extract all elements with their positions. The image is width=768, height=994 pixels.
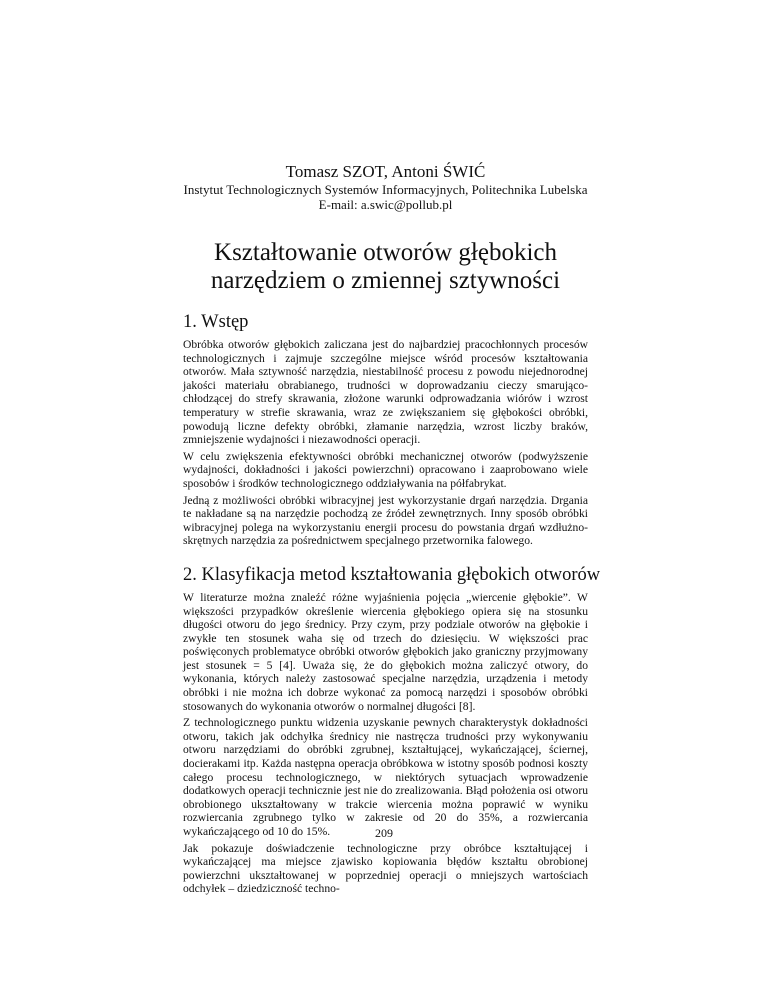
author-affiliation: Instytut Technologicznych Systemów Informacyjnych, Politechnika Lubelska: [183, 182, 588, 197]
classification-paragraph: Z technologicznego punktu widzenia uzyskanie pewnych charakterystyk dokładności otworu, takich jak odchyłka średnicy nie nastręcza trudności przy wykonywaniu otworu narzędziami do obróbki zgrubnej, kształtującej, wykańczającej, ściernej, docierakami itp. Każda następna operacja obróbkowa w istotny sposób podnosi koszty całego procesu technologicznego, w niektórych sytuacjach wprowadzenie dodatkowych operacji technicznie jest nie do zrealizowania. Błąd położenia osi otworu obrobionego ukształtowany w trakcie wiercenia można poprawić w wyniku rozwiercania zgrubnego tylko w zakresie od 20 do 35%, a rozwiercania wykańczającego od 10 do 15%.: [183, 716, 588, 838]
page-number: 209: [375, 826, 393, 840]
section-heading-classification: 2. Klasyfikacja metod kształtowania głębokich otworów: [183, 564, 601, 585]
author-names: Tomasz SZOT, Antoni ŚWIĆ: [285, 162, 486, 181]
section-heading-introduction: 1. Wstęp: [183, 312, 249, 332]
title-line-1: Kształtowanie otworów głębokich: [214, 239, 557, 266]
intro-paragraph: Jedną z możliwości obróbki wibracyjnej jest wykorzystanie drgań narzędzia. Drgania te nakładane są na narzędzie pochodzą ze źródeł zewnętrznych. Inny sposób obróbki wibracyjnej polega na wykorzystaniu energii procesu do powstania drgań wzdłużno-skrętnych narzędzia za pośrednictwem specjalnego przetwornika falowego.: [183, 493, 588, 548]
author-email: E-mail: a.swic@pollub.pl: [318, 197, 453, 212]
article-title: [183, 239, 588, 295]
classification-paragraph: W literaturze można znaleźć różne wyjaśnienia pojęcia „wiercenie głębokie”. W większości przypadków określenie wiercenia głębokiego opiera się na stosunku długości otworu do jego średnicy. Przy czym, przy podziale otworów na głębokie i zwykłe ten stosunek waha się od trzech do dziesięciu. W większości prac poświęconych problematyce obróbki otworów głębokich jako graniczny przyjmowany jest stosunek = 5 [4]. Uważa się, że do głębokich można zaliczyć otwory, do wykonania, których należy zastosować specjalne narzędzia, urządzenia i metody obróbki i nie można ich dobrze wykonać za pomocą narzędzi i sposobów obróbki stosowanych do wykonania otworów o normalnej długości [8].: [183, 590, 588, 713]
classification-paragraph: Jak pokazuje doświadczenie technologiczne przy obróbce kształtującej i wykańczającej ma miejsce zjawisko kopiowania błędów kształtu obrobionej powierzchni ukształtowanej w poprzedniej operacji o mniejszych wartościach odchyłek – dziedziczność techno-: [183, 841, 588, 896]
intro-paragraph: Obróbka otworów głębokich zaliczana jest do najbardziej pracochłonnych procesów technologicznych i zajmuje szczególne miejsce wśród procesów kształtowania otworów. Mała sztywność narzędzia, niestabilność procesu z powodu niejednorodnej jakości materiału obrabianego, trudności w doprowadzaniu cieczy smarująco-chłodzącej do strefy skrawania, złożone warunki odprowadzania wiórów i wzrost temperatury w strefie skrawania, wraz ze zwiększaniem się głębokości obróbki, powodują liczne defekty obróbki, złamanie narzędzia, wzrost liczby braków, zmniejszenie wydajności i niezawodności operacji.: [183, 338, 588, 447]
intro-paragraph: W celu zwiększenia efektywności obróbki mechanicznej otworów (podwyższenie wydajności, dokładności i jakości powierzchni) opracowano i zaaprobowano wiele sposobów i środków technologicznego oddziaływania na półfabrykat.: [183, 449, 588, 490]
article-page: [183, 150, 601, 899]
title-line-2: narzędziem o zmiennej sztywności: [210, 267, 561, 294]
